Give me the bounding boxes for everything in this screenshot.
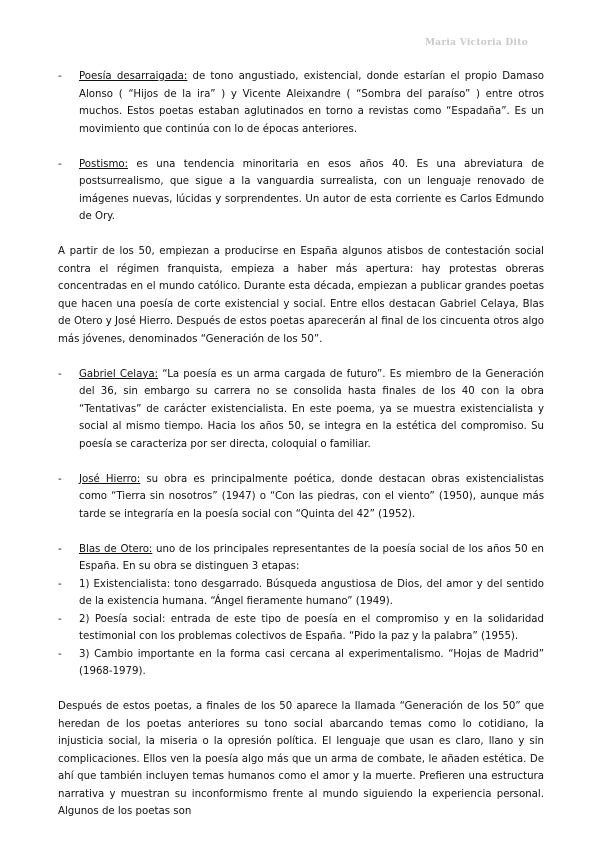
- list-item-poesia-desarraigada: [58, 68, 544, 138]
- paragraph-fifties-intro: A partir de los 50, empiezan a producirse en España algunos atisbos de contestación social contra el régimen franquista, empieza a haber más apertura: hay protestas obreras concentradas en el mundo católico. Durante esta década, empiezan a publicar grandes poetas que hacen una poesía de corte existencial y social. Entre ellos destacan Gabriel Celaya, Blas de Otero y José Hierro. Después de estos poetas aparecerán al final de los cincuenta otros algo más jóvenes, denominados “Generación de los 50”.: [58, 246, 544, 345]
- term-description: de tono angustiado, existencial, donde estarían el propio Damaso Alonso ( “Hijos de la ira” ) y Vicente Aleixandre ( “Sombra del paraíso” ) entre otros muchos. Estos poetas estaban aglutinados en torno a revistas como “Espadaña”. Es un movimiento que continúa con lo de épocas anteriores.: [79, 71, 544, 135]
- bullet-dash: -: [58, 578, 62, 590]
- list-item-blas-de-otero: [58, 541, 544, 576]
- bullet-dash: -: [58, 158, 62, 170]
- list-item-gabriel-celaya: [58, 366, 544, 454]
- term-name: Postismo:: [79, 158, 129, 170]
- poet-description: uno de los principales representantes de la poesía social de los años 50 en España. En su obra se distinguen 3 etapas:: [79, 543, 544, 572]
- poet-description: “La poesía es un arma cargada de futuro”. Es miembro de la Generación del 36, sin embargo su carrera no se consolida hasta finales de los 40 con la obra “Tentativas” de carácter existencialista. En este poema, ya se muestra existencialista y social al mismo tiempo. Hacia los años 50, se integra en la estética del compromiso. Su poesía se caracteriza por ser directa, coloquial o familiar.: [79, 368, 544, 450]
- document-body: [58, 68, 544, 821]
- paragraph-generacion-50: Después de estos poetas, a finales de los 50 aparece la llamada “Generación de los 50” que heredan de los poetas anteriores su tono social abarcando temas como lo cotidiano, la injusticia social, la miseria o la opresión política. El lenguaje que usan es claro, llano y sin complicaciones. Ellos ven la poesía algo más que un arma de combate, le añaden estética. De ahí que también incluyen temas humanos como el amor y la muerte. Prefieren una estructura narrativa y muestran su inconformismo frente al mundo siguiendo la experiencia personal. Algunos de los poetas son: [58, 701, 544, 817]
- term-description: es una tendencia minoritaria en esos años 40. Es una abreviatura de postsurrealismo, que sigue a la vanguardia surrealista, con un lenguaje renovado de imágenes nuevas, lúcidas y sorprendentes. Un autor de esta corriente es Carlos Edmundo de Ory.: [79, 158, 544, 222]
- poet-description: su obra es principalmente poética, donde destacan obras existencialistas como “Tierra sin nosotros” (1947) o “Con las piedras, con el viento” (1950), aunque más tarde se integraría en la poesía social con “Quinta del 42” (1952).: [79, 473, 544, 520]
- bullet-dash: -: [58, 543, 62, 555]
- bullet-dash: -: [58, 648, 62, 660]
- poet-name: Blas de Otero:: [79, 543, 153, 555]
- stage-text: 2) Poesía social: entrada de este tipo de poesía en el compromiso y en la solidaridad testimonial con los problemas colectivos de España. “Pido la paz y la palabra” (1955).: [79, 613, 544, 642]
- list-item-jose-hierro: [58, 471, 544, 524]
- list-item-stage-2: [58, 611, 544, 646]
- list-item-stage-3: [58, 646, 544, 681]
- term-name: Poesía desarraigada:: [79, 71, 188, 82]
- stage-text: 1) Existencialista: tono desgarrado. Búsqueda angustiosa de Dios, del amor y del sentido de la existencia humana. “Ángel fieramente humano” (1949).: [79, 578, 544, 607]
- bullet-dash: -: [58, 368, 62, 380]
- stage-text: 3) Cambio importante en la forma casi cercana al experimentalismo. “Hojas de Madrid” (1968-1979).: [79, 648, 544, 677]
- bullet-dash: -: [58, 613, 62, 625]
- list-item-stage-1: [58, 576, 544, 611]
- list-item-postismo: [58, 156, 544, 226]
- page-header-author: Maria Victoria Dito: [424, 38, 528, 48]
- bullet-dash: -: [58, 473, 62, 485]
- bullet-dash: -: [58, 71, 62, 82]
- poet-name: Gabriel Celaya:: [79, 368, 159, 380]
- poet-name: José Hierro:: [79, 473, 141, 485]
